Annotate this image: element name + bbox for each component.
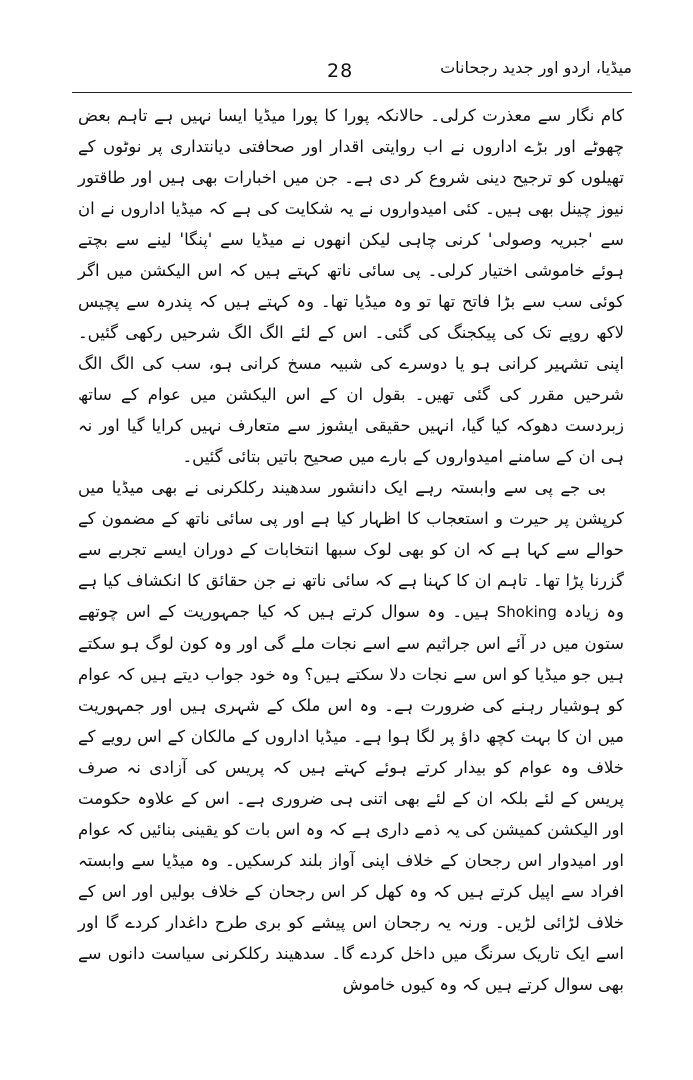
- header-divider: [72, 92, 632, 93]
- english-word: Shoking: [496, 603, 557, 621]
- page-header: [72, 56, 632, 90]
- paragraph-text: کام نگار سے معذرت کرلی۔ حالانکہ پورا کا پورا میڈیا ایسا نہیں ہے تاہم بعض چھوٹے اور بڑے اداروں نے اب روایتی اقدار اور صحافتی دیانتداری پر نوٹوں کے تھیلوں کو ترجیح دینی شروع کر دی ہے۔ جن میں اخبارات بھی ہیں اور طاقتور نیوز چینل بھی ہیں۔ کئی امیدواروں نے یہ شکایت کی ہے کہ میڈیا اداروں نے ان سے 'جبریہ وصولی' کرنی چاہی لیکن انھوں نے میڈیا سے 'پنگا' لینے سے بچتے ہوئے خاموشی اختیار کرلی۔ پی سائی ناتھ کہتے ہیں کہ اس الیکشن میں اگر کوئی سب سے بڑا فاتح تھا تو وہ میڈیا تھا۔ وہ کہتے ہیں کہ پندرہ سے پچیس لاکھ روپے تک کی پیکجنگ کی گئی۔ اس کے لئے الگ الگ شرحیں رکھی گئیں۔ اپنی تشہیر کرانی ہو یا دوسرے کی شبیہ مسخ کرانی ہو، سب کی الگ الگ شرحیں مقرر کی گئی تھیں۔ بقول ان کے اس الیکشن میں عوام کے ساتھ زبردست دھوکہ کیا گیا، انہیں حقیقی ایشوز سے متعارف نہیں کرایا گیا اور نہ ہی ان کے سامنے امیدواروں کے بارے میں صحیح باتیں بتائی گئیں۔: [78, 106, 624, 466]
- running-title: میڈیا، اردو اور جدید رجحانات: [440, 58, 632, 77]
- page-number: 28: [327, 60, 354, 82]
- paragraph-text: ہیں۔ وہ سوال کرتے ہیں کہ کیا جمہوریت کے اس چوتھے ستون میں در آئے اس جراثیم سے اسے نجات ملے گی اور وہ کون لوگ ہو سکتے ہیں جو میڈیا کو اس سے نجات دلا سکتے ہیں؟ وہ خود جواب دیتے ہیں کہ عوام کو ہوشیار رہنے کی ضرورت ہے۔ وہ اس ملک کے شہری ہیں اور جمہوریت میں ان کا بہت کچھ داؤ پر لگا ہوا ہے۔ میڈیا اداروں کے مالکان کے اس رویے کے خلاف وہ عوام کو بیدار کرتے ہوئے کہتے ہیں کہ پریس کی آزادی نہ صرف پریس کے لئے بلکہ ان کے لئے بھی اتنی ہی ضروری ہے۔ اس کے علاوہ حکومت اور الیکشن کمیشن کی یہ ذمے داری ہے کہ وہ اس بات کو یقینی بنائیں کہ عوام اور امیدوار اس رجحان کے خلاف اپنی آواز بلند کرسکیں۔ وہ میڈیا سے وابستہ افراد سے اپیل کرتے ہیں کہ وہ کھل کر اس رجحان کے خلاف بولیں اور اس کے خلاف لڑائی لڑیں۔ ورنہ یہ رجحان اس پیشے کو بری طرح داغدار کردے گا اور اسے ایک تاریک سرنگ میں داخل کردے گا۔ سدھیند رکلکرنی سیاست دانوں سے بھی سوال کرتے ہیں کہ وہ کیوں خاموش: [78, 602, 624, 994]
- body-text: [78, 100, 624, 1000]
- paragraph: [78, 100, 624, 472]
- paragraph: [78, 472, 624, 1000]
- paragraph-text: بی جے پی سے وابستہ رہے ایک دانشور سدھیند رکلکرنی نے بھی میڈیا میں کرپشن پر حیرت و استعجاب کا اظہار کیا ہے اور پی سائی ناتھ کے مضمون کے حوالے سے کہا ہے کہ ان کو بھی لوک سبھا انتخابات کے دوران ایسے تجربے سے گزرنا پڑا تھا۔ تاہم ان کا کہنا ہے کہ سائی ناتھ نے جن حقائق کا انکشاف کیا ہے وہ زیادہ: [78, 478, 624, 621]
